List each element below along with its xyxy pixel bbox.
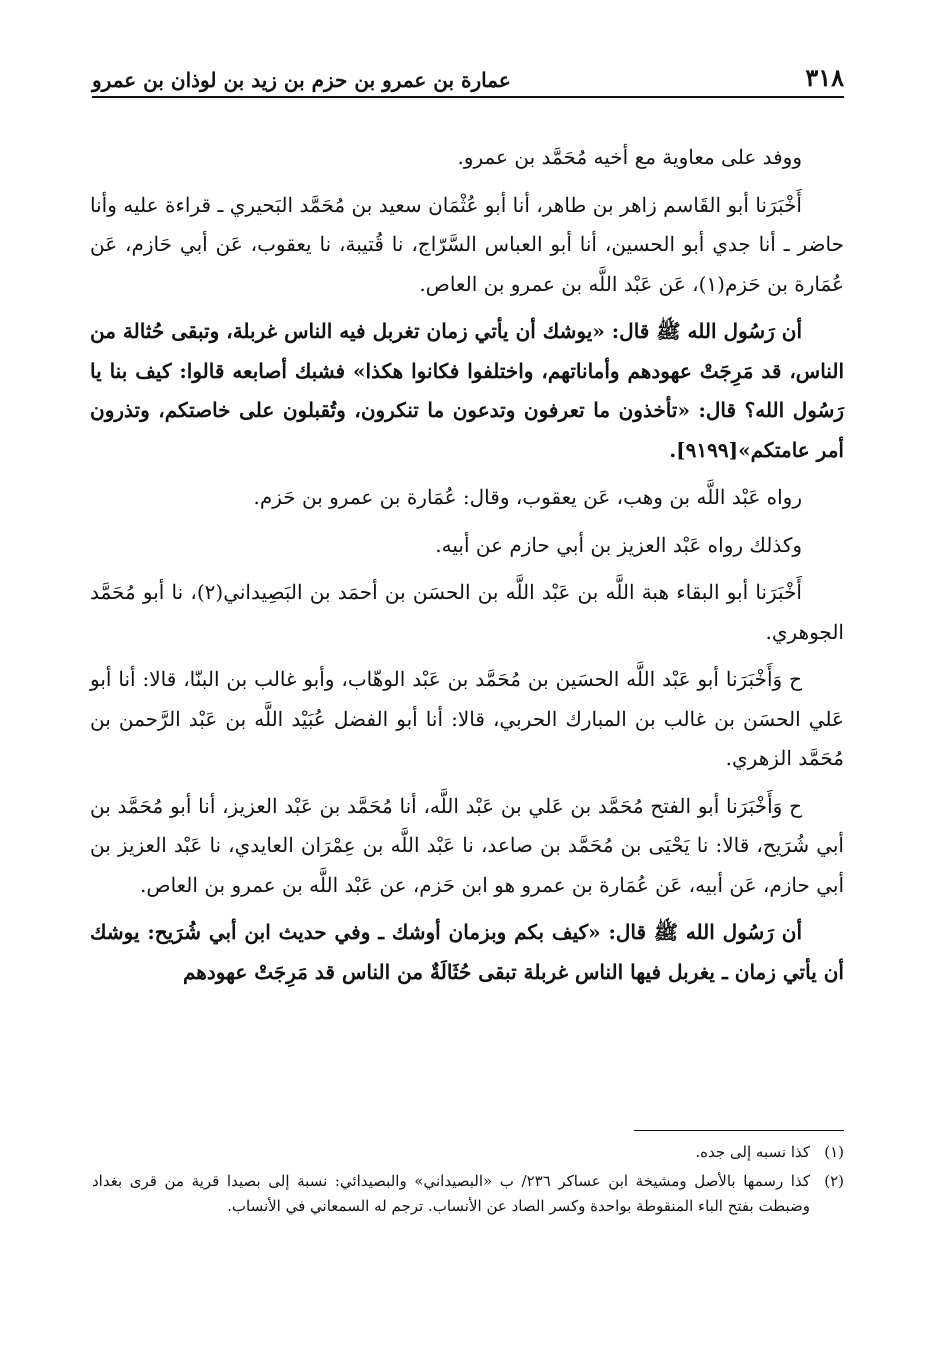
paragraph-9-hadith: أن رَسُول الله ﷺ قال: «كيف بكم وبزمان أوشك ـ وفي حديث ابن أبي شُرَيح: يوشك أن يأتي زمان ـ يغربل فيها الناس غربلة تبقى حُثَالَةٌ من الناس قد مَرِجَتْ عهودهم	[90, 920, 844, 984]
paragraph-7: ح وَأَخْبَرَنا أبو عَبْد اللَّه الحسَين بن مُحَمَّد بن عَبْد الوهّاب، وأبو غالب بن البنّا، قالا: أنا أبو عَلي الحسَن بن غالب بن المبارك الحربي، قالا: أنا أبو الفضل عُبَيْد اللَّه بن عَبْد الرَّحمن بن مُحَمَّد الزهري.	[90, 667, 844, 770]
page-number: ٣١٨	[805, 63, 844, 92]
page-header	[92, 58, 844, 98]
footnotes	[92, 1140, 844, 1223]
paragraph-4: رواه عَبْد اللَّه بن وهب، عَن يعقوب، وقال: عُمَارة بن عمرو بن حَزم.	[253, 485, 802, 509]
footnote-number: (٢)	[824, 1172, 844, 1190]
footnote-divider	[634, 1130, 844, 1131]
main-text	[90, 138, 844, 1000]
paragraph-2: أَخْبَرَنا أبو القَاسم زاهر بن طاهر، أنا أبو عُثْمَان سعيد بن مُحَمَّد البَحيري ـ قراءة عليه وأنا حاضر ـ أنا جدي أبو الحسين، أنا أبو العباس السَّرّاج، نا قُتيبة، نا يعقوب، عَن أبي حَازم، عَن عُمَارة بن حَزم(١)، عَن عَبْد اللَّه بن عمرو بن العاص.	[90, 192, 844, 296]
footnote-number: (١)	[824, 1143, 844, 1161]
paragraph-6: أَخْبَرَنا أبو البقاء هبة اللَّه بن عَبْد اللَّه بن الحسَن بن أحمَد بن البَصِيداني(٢)، نا أبو مُحَمَّد الجوهري.	[90, 580, 844, 644]
paragraph-8: ح وَأَخْبَرَنا أبو الفتح مُحَمَّد بن عَلي بن عَبْد اللَّه، أنا مُحَمَّد بن عَبْد العزيز، أنا أبو مُحَمَّد بن أبي شُرَيح، قالا: نا يَحْيَى بن مُحَمَّد بن صاعد، نا عَبْد اللَّه بن عِمْرَان العايدي، نا عَبْد العزيز بن أبي حازم، عَن أبيه، عَن عُمَارة بن عمرو هو ابن حَزم، عن عَبْد اللَّه بن عمرو بن العاص.	[90, 793, 844, 897]
footnote-text: كذا رسمها بالأصل ومشيخة ابن عساكر ٢٣٦/ ب «البصيداني» والبصيدائي: نسبة إلى بصيدا قرية من قرى بغداد وضبطت بفتح الباء المنقوطة بواحدة وكسر الصاد عن الأنساب. ترجم له السمعاني في الأنساب.	[92, 1172, 810, 1215]
paragraph-5: وكذلك رواه عَبْد العزيز بن أبي حازم عن أبيه.	[435, 532, 802, 557]
running-title: عمارة بن عمرو بن حزم بن زيد بن لوذان بن عمرو	[92, 68, 511, 92]
footnote-1	[92, 1140, 844, 1165]
paragraph-3-hadith: أن رَسُول الله ﷺ قال: «يوشك أن يأتي زمان تغربل فيه الناس غربلة، وتبقى حُثالة من الناس، قد مَرِجَتْ عهودهم وأماناتهم، واختلفوا فكانوا هكذا» فشبك أصابعه قالوا: كيف بنا يا رَسُول الله؟ قال: «تأخذون ما تعرفون وتدعون ما تنكرون، وتُقبلون على خاصتكم، وتذرون أمر عامتكم»[٩١٩٩].	[90, 319, 844, 462]
footnote-2	[92, 1169, 844, 1219]
paragraph-1: ووفد على معاوية مع أخيه مُحَمَّد بن عمرو.	[457, 145, 802, 169]
footnote-text: كذا نسبه إلى جده.	[695, 1143, 810, 1161]
